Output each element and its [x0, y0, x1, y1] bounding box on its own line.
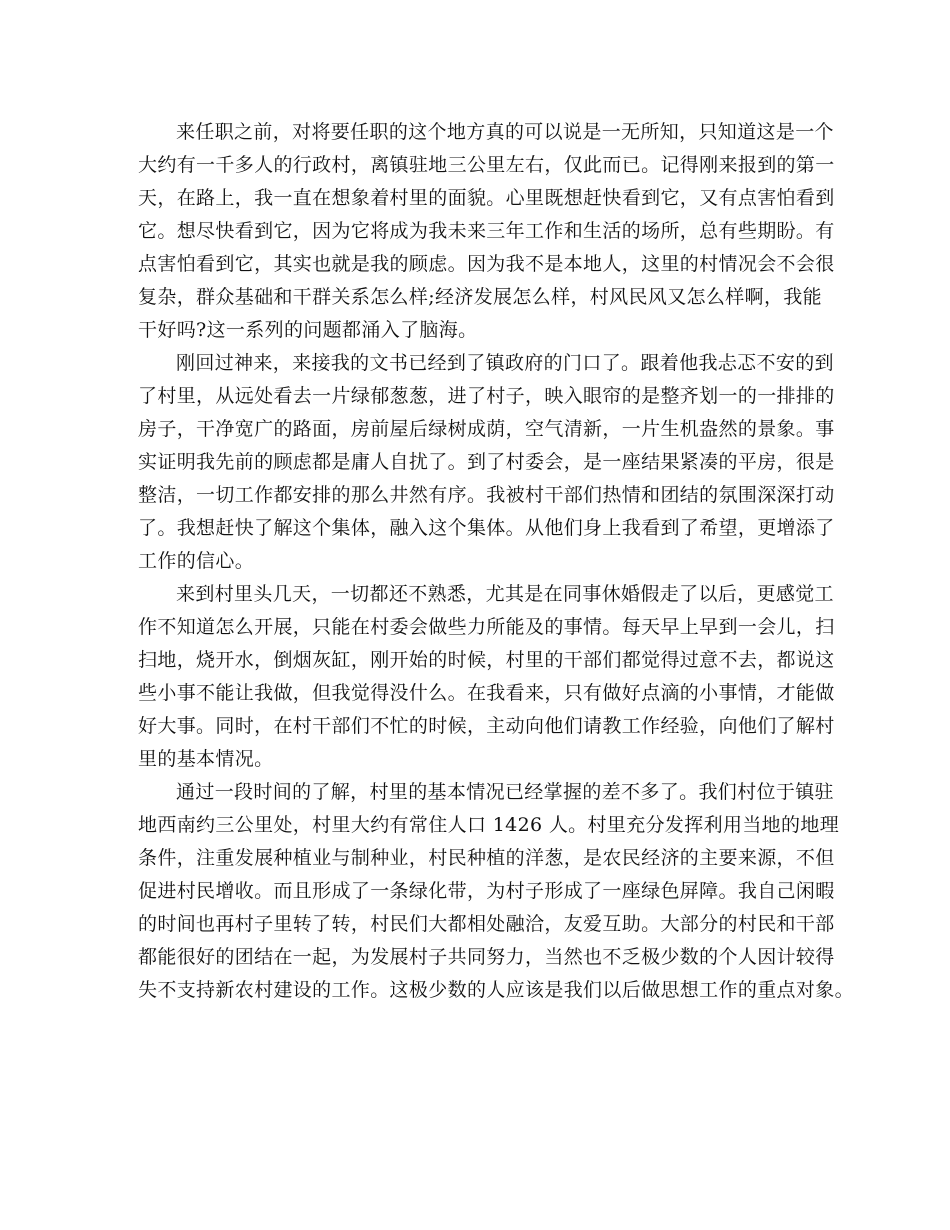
paragraph-2-line-5: 整洁，一切工作都安排的那么井然有序。我被村干部们热情和团结的氛围深深打动 — [138, 484, 835, 506]
document-body — [138, 116, 854, 1007]
paragraph-3-line-6: 里的基本情况。 — [138, 748, 274, 770]
paragraph-2-line-2: 了村里，从远处看去一片绿郁葱葱，进了村子，映入眼帘的是整齐划一的一排排的 — [138, 385, 835, 407]
paragraph-1-line-1: 来任职之前，对将要任职的这个地方真的可以说是一无所知，只知道这是一个 — [176, 121, 834, 143]
paragraph-1-line-3: 天，在路上，我一直在想象着村里的面貌。心里既想赶快看到它，又有点害怕看到 — [138, 187, 835, 209]
paragraph-2-line-1: 刚回过神来，来接我的文书已经到了镇政府的门口了。跟着他我忐忑不安的到 — [176, 352, 834, 374]
paragraph-4-line-3: 条件，注重发展种植业与制种业，村民种植的洋葱，是农民经济的主要来源，不但 — [138, 847, 835, 869]
paragraph-4-line-7: 失不支持新农村建设的工作。这极少数的人应该是我们以后做思想工作的重点对象。 — [138, 979, 854, 1001]
paragraph-3-line-1: 来到村里头几天，一切都还不熟悉，尤其是在同事休婚假走了以后，更感觉工 — [176, 583, 834, 605]
paragraph-4-line-6: 都能很好的团结在一起，为发展村子共同努力，当然也不乏极少数的个人因计较得 — [138, 946, 835, 968]
paragraph-4-line-5: 的时间也再村子里转了转，村民们大都相处融洽，友爱互助。大部分的村民和干部 — [138, 913, 835, 935]
paragraph-2-line-7: 工作的信心。 — [138, 550, 255, 572]
paragraph-1-line-6: 复杂，群众基础和干群关系怎么样;经济发展怎么样，村风民风又怎么样啊，我能 — [138, 286, 823, 308]
paragraph-1-line-2: 大约有一千多人的行政村，离镇驻地三公里左右，仅此而已。记得刚来报到的第一 — [138, 154, 835, 176]
paragraph-3-line-5: 好大事。同时，在村干部们不忙的时候，主动向他们请教工作经验，向他们了解村 — [138, 715, 835, 737]
paragraph-3-line-2: 作不知道怎么开展，只能在村委会做些力所能及的事情。每天早上早到一会儿，扫 — [138, 616, 835, 638]
paragraph-1-line-7: 干好吗?这一系列的问题都涌入了脑海。 — [138, 319, 478, 341]
paragraph-3-line-3: 扫地，烧开水，倒烟灰缸，刚开始的时候，村里的干部们都觉得过意不去，都说这 — [138, 649, 835, 671]
paragraph-1-line-4: 它。想尽快看到它，因为它将成为我未来三年工作和生活的场所，总有些期盼。有 — [138, 220, 835, 242]
paragraph-4-line-4: 促进村民增收。而且形成了一条绿化带，为村子形成了一座绿色屏障。我自己闲暇 — [138, 880, 835, 902]
paragraph-4-line-1: 通过一段时间的了解，村里的基本情况已经掌握的差不多了。我们村位于镇驻 — [176, 781, 834, 803]
paragraph-2-line-6: 了。我想赶快了解这个集体，融入这个集体。从他们身上我看到了希望，更增添了 — [138, 517, 835, 539]
paragraph-1-line-5: 点害怕看到它，其实也就是我的顾虑。因为我不是本地人，这里的村情况会不会很 — [138, 253, 835, 275]
paragraph-2-line-3: 房子，干净宽广的路面，房前屋后绿树成荫，空气清新，一片生机盎然的景象。事 — [138, 418, 835, 440]
paragraph-2-line-4: 实证明我先前的顾虑都是庸人自扰了。到了村委会，是一座结果紧凑的平房，很是 — [138, 451, 835, 473]
paragraph-4-line-2: 地西南约三公里处，村里大约有常住人口 1426 人。村里充分发挥利用当地的地理 — [138, 814, 840, 836]
paragraph-3-line-4: 些小事不能让我做，但我觉得没什么。在我看来，只有做好点滴的小事情，才能做 — [138, 682, 835, 704]
